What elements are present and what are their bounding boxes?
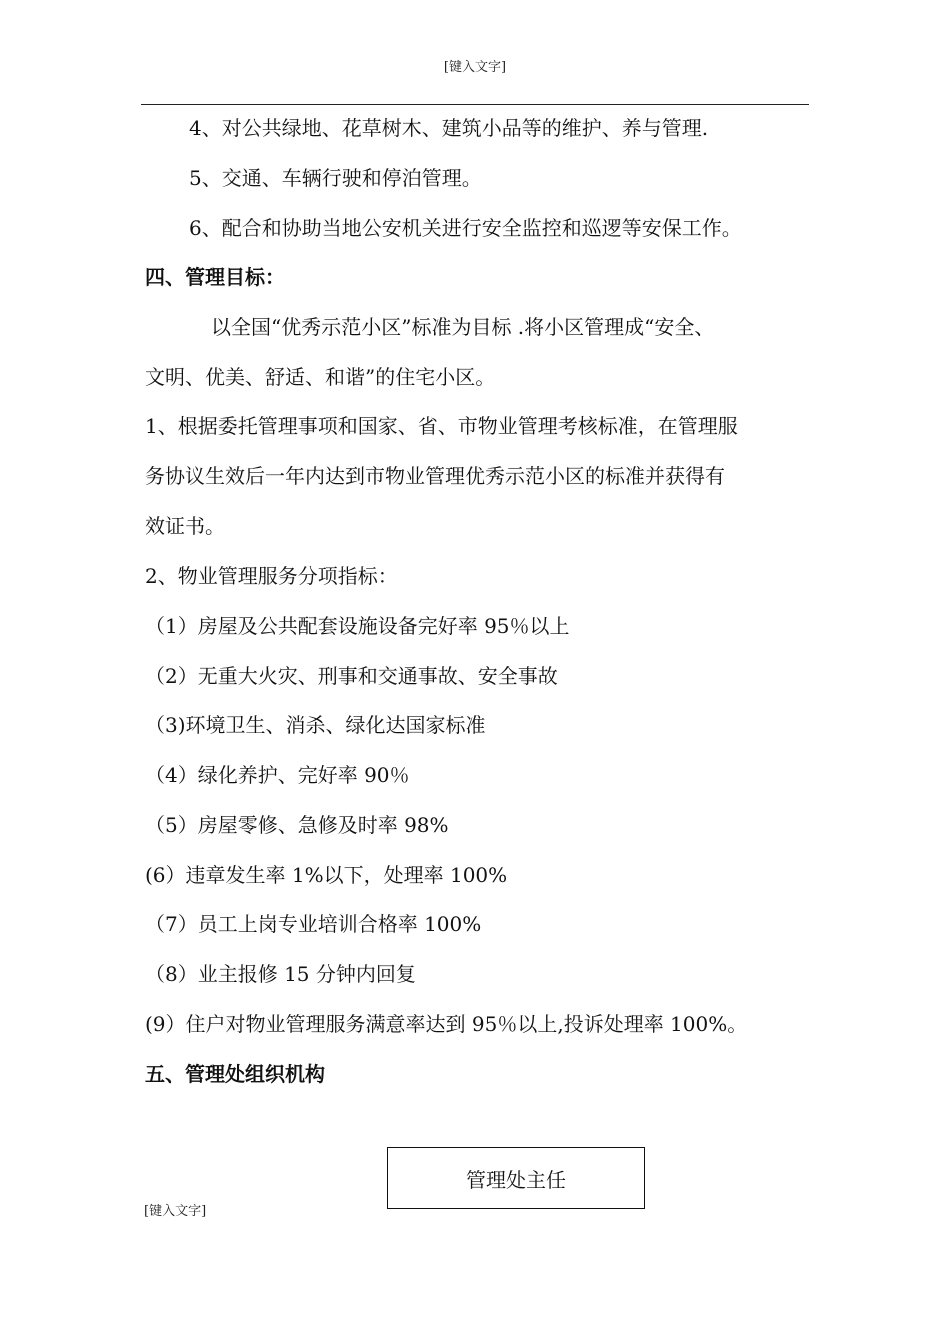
indicator-item: （7）员工上岗专业培训合格率 100% — [145, 912, 482, 936]
indicator-item: (9）住户对物业管理服务满意率达到 95％以上,投诉处理率 100%。 — [145, 1012, 748, 1036]
indicator-item: (6）违章发生率 1%以下，处理率 100% — [145, 863, 508, 887]
section-5-heading: 五、管理处组织机构 — [145, 1062, 325, 1086]
paragraph-item-5: 5、交通、车辆行驶和停泊管理。 — [189, 166, 482, 190]
paragraph-item-6: 6、配合和协助当地公安机关进行安全监控和巡逻等安保工作。 — [189, 216, 742, 240]
indicator-item: （4）绿化养护、完好率 90％ — [145, 763, 410, 787]
indicator-item: （8）业主报修 15 分钟内回复 — [145, 962, 416, 986]
section-4-heading: 四、管理目标： — [145, 265, 285, 289]
section-4-item-2-title: 2、物业管理服务分项指标： — [145, 564, 398, 588]
section-4-item-1-line-2: 务协议生效后一年内达到市物业管理优秀示范小区的标准并获得有 — [145, 464, 725, 488]
section-4-intro-line-1: 以全国“优秀示范小区”标准为目标 .将小区管理成“安全、 — [211, 315, 715, 339]
section-4-item-1-line-3: 效证书。 — [145, 514, 225, 538]
indicator-item: （3)环境卫生、消杀、绿化达国家标准 — [145, 713, 486, 737]
org-chart-director-box — [387, 1147, 645, 1209]
indicator-item: （2）无重大火灾、刑事和交通事故、安全事故 — [145, 664, 558, 688]
paragraph-item-4: 4、对公共绿地、花草树木、建筑小品等的维护、养与管理. — [189, 116, 709, 140]
header-divider — [141, 104, 809, 105]
page-footer: [键入文字] — [144, 1204, 207, 1219]
org-chart-director-label: 管理处主任 — [466, 1167, 566, 1192]
page-header: [键入文字] — [443, 60, 507, 75]
section-4-intro-line-2: 文明、优美、舒适、和谐”的住宅小区。 — [145, 365, 496, 389]
indicator-item: （1）房屋及公共配套设施设备完好率 95％以上 — [145, 614, 570, 638]
indicator-item: （5）房屋零修、急修及时率 98% — [145, 813, 449, 837]
section-4-item-1-line-1: 1、根据委托管理事项和国家、省、市物业管理考核标准，在管理服 — [145, 414, 738, 438]
